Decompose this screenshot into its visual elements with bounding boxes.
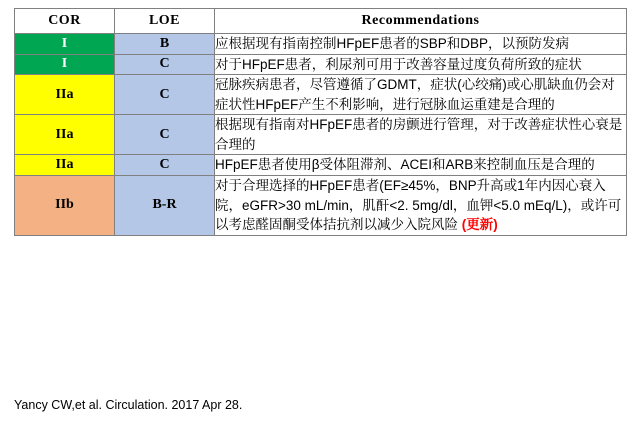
table-body: [15, 34, 627, 236]
cell-cor: I: [15, 54, 115, 75]
cell-loe: B-R: [115, 175, 215, 235]
cell-loe: C: [115, 54, 215, 75]
cell-recommendation: [215, 175, 627, 235]
status-badge: (更新): [461, 217, 498, 233]
table-header: [15, 9, 627, 34]
table-row: [15, 155, 627, 176]
cell-cor: I: [15, 34, 115, 55]
cell-loe: C: [115, 155, 215, 176]
cell-cor: IIb: [15, 175, 115, 235]
cell-cor: IIa: [15, 155, 115, 176]
table-row: [15, 54, 627, 75]
column-header-recommendations: Recommendations: [215, 9, 627, 34]
table-row: [15, 34, 627, 55]
cell-cor: IIa: [15, 115, 115, 155]
table-header-row: [15, 9, 627, 34]
table-row: [15, 75, 627, 115]
cell-loe: B: [115, 34, 215, 55]
cell-recommendation: 应根据现有指南控制HFpEF患者的SBP和DBP，以预防发病: [215, 34, 627, 55]
cell-recommendation: HFpEF患者使用β受体阻滞剂、ACEI和ARB来控制血压是合理的: [215, 155, 627, 176]
cell-recommendation: 对于HFpEF患者，利尿剂可用于改善容量过度负荷所致的症状: [215, 54, 627, 75]
recommendations-table: [14, 8, 627, 236]
column-header-loe: LOE: [115, 9, 215, 34]
column-header-cor: COR: [15, 9, 115, 34]
table-row: [15, 115, 627, 155]
cell-loe: C: [115, 115, 215, 155]
cell-recommendation: 冠脉疾病患者，尽管遵循了GDMT，症状(心绞痛)或心肌缺血仍会对症状性HFpEF产生不利影响，进行冠脉血运重建是合理的: [215, 75, 627, 115]
cell-recommendation: 根据现有指南对HFpEF患者的房颤进行管理，对于改善症状性心衰是合理的: [215, 115, 627, 155]
cell-loe: C: [115, 75, 215, 115]
cell-cor: IIa: [15, 75, 115, 115]
table-row: [15, 175, 627, 235]
citation: Yancy CW,et al. Circulation. 2017 Apr 28.: [14, 398, 243, 412]
recommendation-text: 对于合理选择的HFpEF患者(EF≥45%，BNP升高或1年内因心衰入院，eGFR>30 mL/min，肌酐<2. 5mg/dl，血钾<5.0 mEq/L)，或许可以考虑醛固酮受体拮抗剂以减少入院风险: [215, 177, 622, 233]
